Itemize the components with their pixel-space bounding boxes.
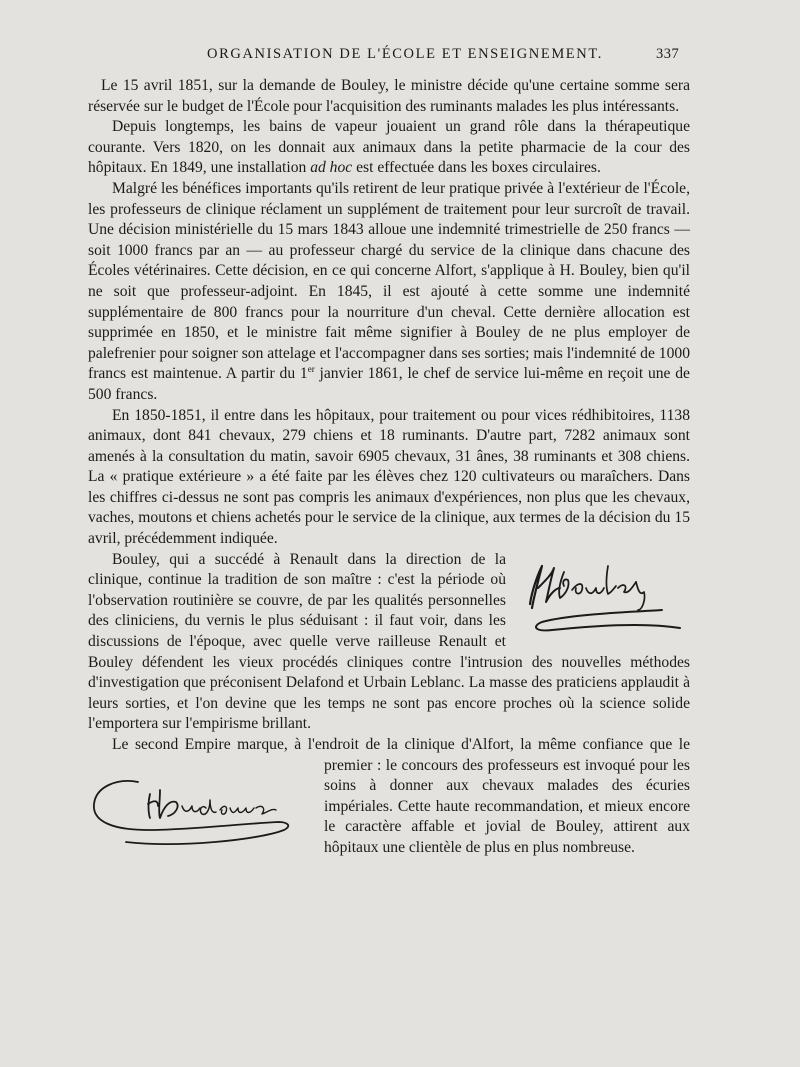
paragraph-6-rest: que le premier : le concours des professeurs est invoqué pour les soins à donner aux chevaux malades des écuries impériales. Cette haute recommandation, et mieux encore le caractère affable et jovial de Bouley, attirent aux hôpitaux une clientèle de plus en plus nombreuse. xyxy=(324,736,690,856)
paragraph-4: En 1850-1851, il entre dans les hôpitaux, pour traitement ou pour vices rédhibitoires, 1138 animaux, dont 841 chevaux, 279 chiens et 18 ruminants. D'autre part, 7282 animaux sont amenés à la consultation du matin, savoir 6905 chevaux, 31 ânes, 38 ruminants et 308 chiens. La « pratique extérieure » a été faite par les élèves chez 120 cultivateurs ou maraîchers. Dans les chiffres ci-dessus ne sont pas compris les animaux d'expériences, non plus que les chevaux, vaches, moutons et chiens achetés pour le service de la clinique, aux termes de la décision du 15 avril, précédemment indiquée. xyxy=(88,406,690,548)
bouley-signature xyxy=(512,552,690,652)
paragraph-6-lead: Le second Empire marque, à l'endroit de la clinique d'Alfort, la même confiance xyxy=(112,736,644,753)
ordinal-superscript: er xyxy=(307,364,315,375)
paragraph-5: Bouley, qui a succédé à Renault dans la direction de la clinique, continue la tradition de son maître : c'est la période où l'observation routinière se couvre, de par les qualités personnelles des cliniciens, du vernis le plus séduisant : il faut voir, dans les discussions de l'époque, avec quelle verve railleuse Renault et Bouley défendent les vieux procédés cliniques contre l'intrusion des nouvelles méthodes d'investigation que préconisent Delafond et Urbain Leblanc. La masse des praticiens applaudit à leurs sorties, et l'on devine que les temps ne sont pas encore proches où la science solide l'emportera sur l'empirisme brillant. xyxy=(88,550,690,733)
paragraph-3: Malgré les bénéfices importants qu'ils retirent de leur pratique privée à l'extérieur de l'École, les professeurs de clinique réclament un supplément de traitement pour leur surcroît de travail. Une décision ministérielle du 15 mars 1843 alloue une indemnité trimestrielle de 250 francs — soit 1000 francs par an — au professeur chargé du service de la clinique dans chacune des Écoles vétérinaires. Cette décision, en ce qui concerne Alfort, s'applique à H. Bouley, bien qu'il ne soit que professeur-adjoint. En 1845, il est ajouté à cette somme une indemnité supplémentaire de 800 francs pour la nourriture d'un cheval. Cette dernière allocation est supprimée en 1850, et le ministre fait même signifier à Bouley de ne plus employer de palefrenier pour soigner son attelage et l'accompagner dans ses sorties; mais l'indemnité de 1000 francs est maintenue. A partir du 1er janvier 1861, le chef de service lui-même en reçoit une de 500 francs. xyxy=(88,179,690,403)
running-header: ORGANISATION DE L'ÉCOLE ET ENSEIGNEMENT. xyxy=(207,46,603,62)
body-text xyxy=(88,76,690,868)
paragraph-2: Depuis longtemps, les bains de vapeur jouaient un grand rôle dans la thérapeutique courante. Vers 1820, on les donnait aux animaux dans la petite pharmacie de la cour des hôpitaux. En 1849, une installation ad hoc est effectuée dans les boxes circulaires. xyxy=(88,118,690,177)
paragraph-6 xyxy=(88,735,690,859)
paragraph-1: Le 15 avril 1851, sur la demande de Bouley, le ministre décide qu'une certaine somme sera réservée sur le budget de l'École pour l'acquisition des ruminants malades les plus intéressants. xyxy=(88,77,690,115)
latin-phrase: ad hoc xyxy=(310,159,353,177)
prudhomme-signature-drawing xyxy=(78,760,314,868)
page-number: 337 xyxy=(656,46,680,62)
bouley-signature-drawing xyxy=(512,552,690,652)
prudhomme-signature xyxy=(78,760,314,868)
